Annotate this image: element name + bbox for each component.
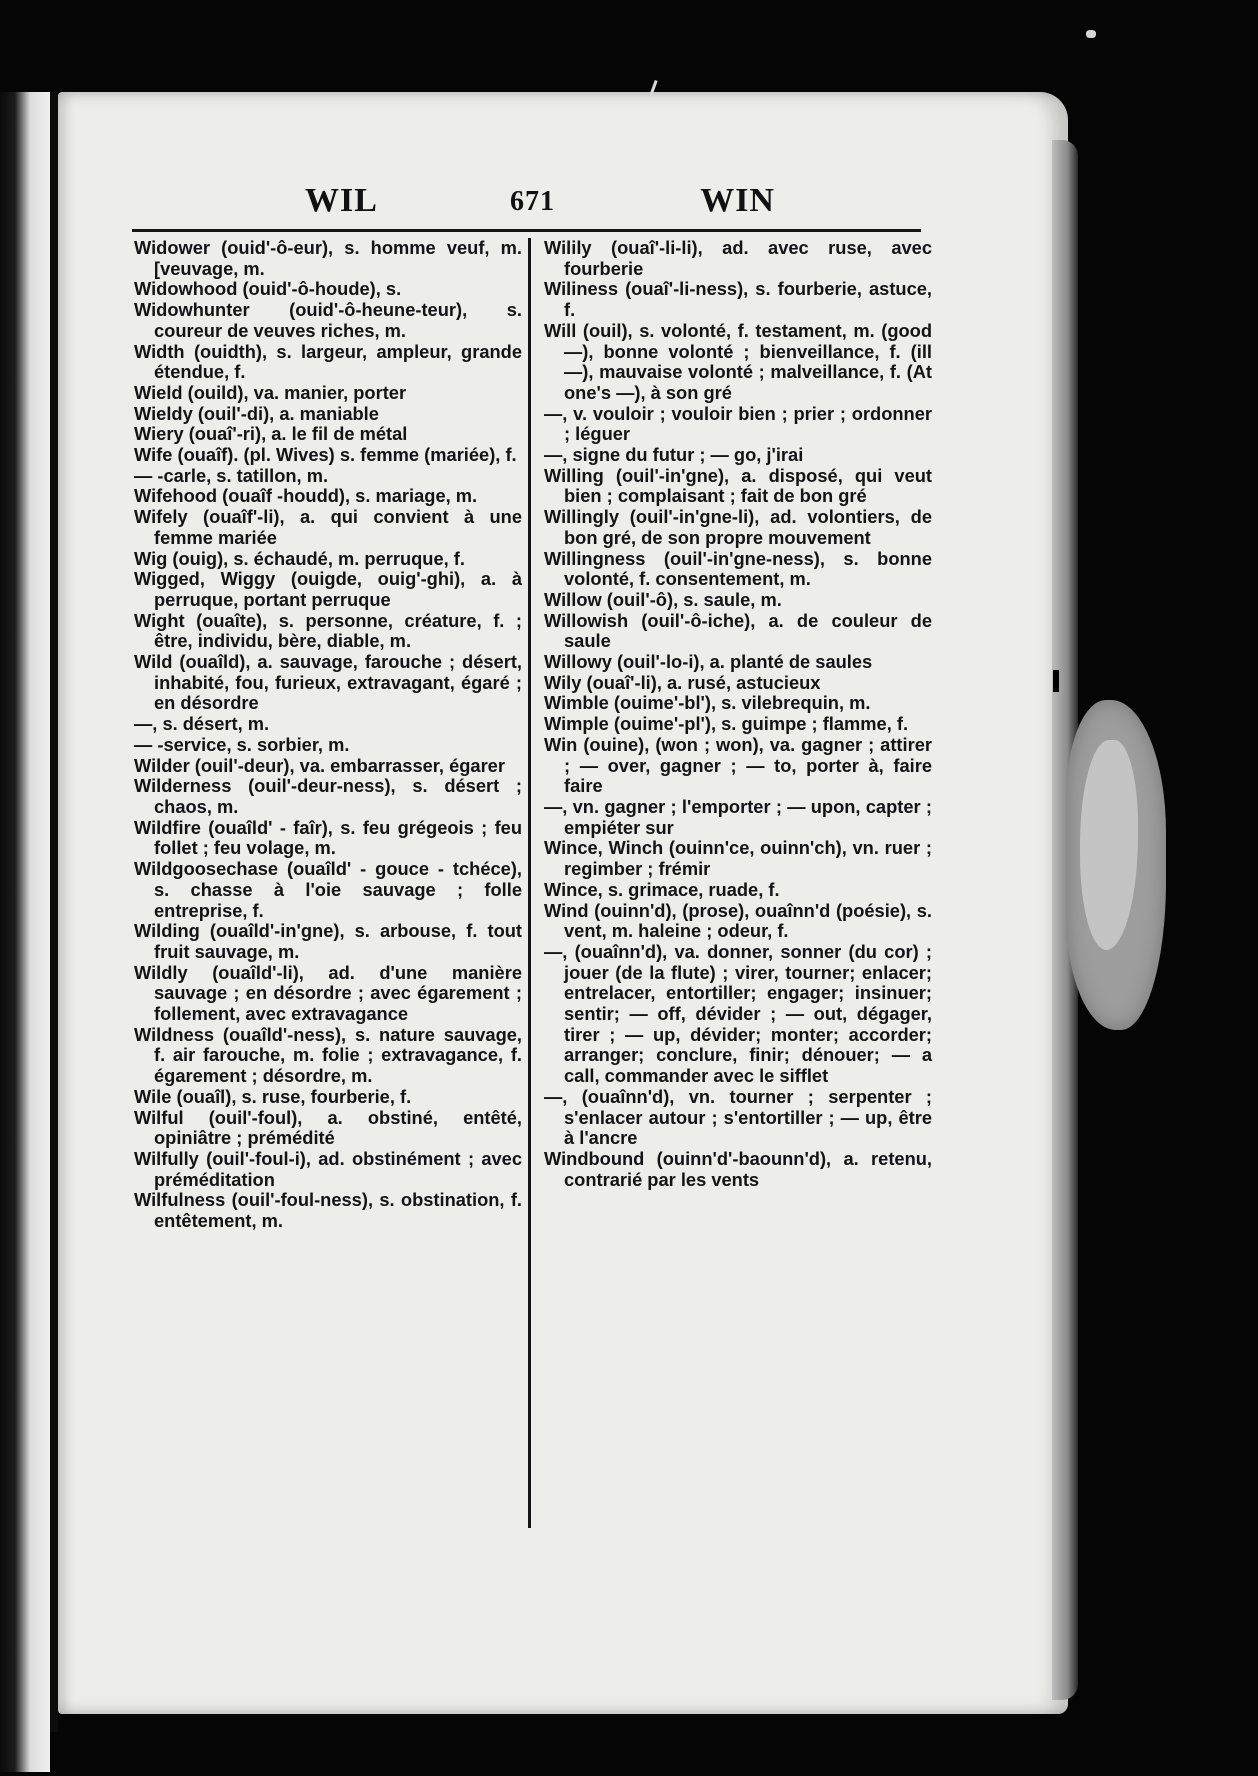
dictionary-entry <box>134 549 522 570</box>
dictionary-entry <box>544 880 932 901</box>
dictionary-entry <box>134 238 522 279</box>
entry-text: Will (ouil), s. volonté, f. testament, m. (good —), bonne volonté ; bienveillance, f. (ill —), mauvaise volonté ; malveillance, f. (At one's —), à son gré <box>544 319 932 403</box>
running-header <box>305 182 775 228</box>
adjacent-page-edge <box>0 92 50 1772</box>
entry-text: Wimble (ouime'-bl'), s. vilebrequin, m. <box>544 692 871 714</box>
entry-text: —, v. vouloir ; vouloir bien ; prier ; ordonner ; léguer <box>544 402 932 445</box>
entry-text: Wilily (ouaî'-li-li), ad. avec ruse, avec fourberie <box>544 237 932 279</box>
book-gutter <box>50 92 58 1732</box>
entry-text: Wimple (ouime'-pl'), s. guimpe ; flamme, f. <box>544 713 909 735</box>
entry-text: Wilder (ouil'-deur), va. embarrasser, égarer <box>134 754 505 776</box>
dictionary-entry <box>134 963 522 1025</box>
left-column <box>134 238 522 1232</box>
entry-text: —, signe du futur ; — go, j'irai <box>544 444 804 466</box>
entry-text: Wight (ouaîte), s. personne, créature, f. ; être, individu, bère, diable, m. <box>134 609 522 652</box>
entry-text: Wiliness (ouaî'-li-ness), s. fourberie, astuce, f. <box>544 278 932 321</box>
dictionary-entry <box>544 693 932 714</box>
entry-text: Wildly (ouaîld'-li), ad. d'une manière sauvage ; en désordre ; avec égarement ; follement, avec extravagance <box>134 961 522 1025</box>
dictionary-entry <box>134 921 522 962</box>
entry-text: Windbound (ouinn'd'-baounn'd), a. retenu, contrarié par les vents <box>544 1147 932 1190</box>
entry-text: Wilderness (ouil'-deur-ness), s. désert ; chaos, m. <box>134 775 522 817</box>
dictionary-entry <box>134 279 522 300</box>
entry-text: Willowish (ouil'-ô-iche), a. de couleur de saule <box>544 609 932 652</box>
dictionary-entry <box>544 652 932 673</box>
dictionary-entry <box>134 383 522 404</box>
dictionary-entry <box>134 507 522 548</box>
dictionary-entry <box>134 652 522 714</box>
entry-text: Widower (ouid'-ô-eur), s. homme veuf, m. [veuvage, m. <box>134 237 522 279</box>
entry-text: Willow (ouil'-ô), s. saule, m. <box>544 588 782 610</box>
dictionary-entry <box>544 611 932 652</box>
dictionary-entry <box>544 321 932 404</box>
entry-text: Wildness (ouaîld'-ness), s. nature sauvage, f. air farouche, m. folie ; extravagance, f. égarement ; désordre, m. <box>134 1023 522 1087</box>
entry-text: —, vn. gagner ; l'emporter ; — upon, capter ; empiéter sur <box>544 795 932 838</box>
dictionary-entry <box>544 735 932 797</box>
entry-text: Willingness (ouil'-in'gne-ness), s. bonne volonté, f. consentement, m. <box>544 547 932 590</box>
page-number: 671 <box>510 186 555 217</box>
dictionary-entry <box>134 859 522 921</box>
dictionary-entry <box>134 714 522 735</box>
entry-text: Width (ouidth), s. largeur, ampleur, grande étendue, f. <box>134 340 522 383</box>
dictionary-entry <box>134 1108 522 1149</box>
entry-text: Wife (ouaîf). (pl. Wives) s. femme (mariée), f. <box>134 444 517 466</box>
dictionary-entry <box>544 714 932 735</box>
dictionary-entry <box>134 1190 522 1231</box>
dictionary-entry <box>134 404 522 425</box>
dictionary-entry <box>544 466 932 507</box>
dictionary-entry <box>134 1149 522 1190</box>
right-guide-word: WIN <box>700 182 775 219</box>
right-column <box>544 238 932 1190</box>
entry-text: Wildfire (ouaîld' - faîr), s. feu grégeois ; feu follet ; feu volage, m. <box>134 816 522 859</box>
dictionary-entry <box>544 404 932 445</box>
dictionary-entry <box>544 1087 932 1149</box>
entry-text: Wigged, Wiggy (ouigde, ouig'-ghi), a. à perruque, portant perruque <box>134 568 522 610</box>
entry-text: Wince, s. grimace, ruade, f. <box>544 878 780 900</box>
entry-text: Wieldy (ouil'-di), a. maniable <box>134 402 379 424</box>
entry-text: Wilfully (ouil'-foul-i), ad. obstinément ; avec préméditation <box>134 1147 522 1190</box>
dictionary-entry <box>544 901 932 942</box>
scan-speck <box>1053 670 1059 692</box>
entry-text: Wince, Winch (ouinn'ce, ouinn'ch), vn. ruer ; regimber ; frémir <box>544 837 932 880</box>
entry-text: Wild (ouaîld), a. sauvage, farouche ; désert, inhabité, fou, furieux, extravagant, égaré ; en désordre <box>134 651 522 714</box>
dictionary-entry <box>134 466 522 487</box>
entry-text: Wilful (ouil'-foul), a. obstiné, entêté, opiniâtre ; prémédité <box>134 1106 522 1149</box>
dictionary-entry <box>544 942 932 1087</box>
scan-speck <box>1086 30 1096 38</box>
entry-text: Widowhunter (ouid'-ô-heune-teur), s. coureur de veuves riches, m. <box>134 299 522 341</box>
dictionary-entry <box>544 445 932 466</box>
entry-text: Wifehood (ouaîf -houdd), s. mariage, m. <box>134 485 478 507</box>
dictionary-entry <box>544 838 932 879</box>
entry-text: Wily (ouaî'-li), a. rusé, astucieux <box>544 671 821 693</box>
dictionary-entry <box>134 486 522 507</box>
entry-text: Widowhood (ouid'-ô-houde), s. <box>134 278 402 300</box>
dictionary-entry <box>134 1087 522 1108</box>
dictionary-entry <box>544 507 932 548</box>
dictionary-entry <box>134 424 522 445</box>
dictionary-entry <box>544 279 932 320</box>
dictionary-entry <box>134 756 522 777</box>
dictionary-entry <box>544 1149 932 1190</box>
dictionary-entry <box>134 342 522 383</box>
entry-text: Wilding (ouaîld'-in'gne), s. arbouse, f. tout fruit sauvage, m. <box>134 920 522 962</box>
entry-text: Wig (ouig), s. échaudé, m. perruque, f. <box>134 547 465 569</box>
entry-text: Wildgoosechase (ouaîld' - gouce - tchéce), s. chasse à l'oie sauvage ; folle entreprise, f. <box>134 858 522 921</box>
entry-text: Wifely (ouaîf'-li), a. qui convient à une femme mariée <box>134 506 522 548</box>
entry-text: Wilfulness (ouil'-foul-ness), s. obstination, f. entêtement, m. <box>134 1189 522 1232</box>
dictionary-entry <box>134 735 522 756</box>
dictionary-entry <box>544 673 932 694</box>
dictionary-entry <box>134 611 522 652</box>
entry-text: Wiery (ouaî'-ri), a. le fil de métal <box>134 423 408 445</box>
dictionary-entry <box>134 445 522 466</box>
dictionary-entry <box>134 776 522 817</box>
entry-text: Willingly (ouil'-in'gne-li), ad. volontiers, de bon gré, de son propre mouvement <box>544 506 932 548</box>
dictionary-entry <box>134 1025 522 1087</box>
entry-text: Willing (ouil'-in'gne), a. disposé, qui veut bien ; complaisant ; fait de bon gré <box>544 464 932 507</box>
dictionary-entry <box>134 300 522 341</box>
entry-text: —, s. désert, m. <box>134 713 270 735</box>
left-guide-word: WIL <box>305 182 378 219</box>
dictionary-entry <box>134 818 522 859</box>
dictionary-entry <box>134 569 522 610</box>
entry-text: — -carle, s. tatillon, m. <box>134 464 329 486</box>
column-divider <box>528 238 531 1528</box>
dictionary-entry <box>544 590 932 611</box>
entry-text: —, (ouaînn'd), vn. tourner ; serpenter ; s'enlacer autour ; s'entortiller ; — up, être à l'ancre <box>544 1085 932 1149</box>
entry-text: Wield (ouild), va. manier, porter <box>134 381 407 403</box>
dictionary-entry <box>544 797 932 838</box>
entry-text: Wile (ouaîl), s. ruse, fourberie, f. <box>134 1085 412 1107</box>
header-rule <box>132 229 921 232</box>
entry-text: Willowy (ouil'-lo-i), a. planté de saules <box>544 651 873 673</box>
dictionary-entry <box>544 238 932 279</box>
entry-text: — -service, s. sorbier, m. <box>134 733 350 755</box>
dictionary-entry <box>544 549 932 590</box>
entry-text: Wind (ouinn'd), (prose), ouaînn'd (poésie), s. vent, m. haleine ; odeur, f. <box>544 899 932 942</box>
entry-text: —, (ouaînn'd), va. donner, sonner (du cor) ; jouer (de la flute) ; virer, tourner; enlacer; entrelacer, entortiller; engager; insinuer; sentir; — off, dévider ; — out, dégager, tirer ; — up, dévider; monter; accorder; arranger; conclure, finir; dénouer; — a call, commander avec le sifflet <box>544 940 932 1087</box>
entry-text: Win (ouine), (won ; won), va. gagner ; attirer ; — over, gagner ; — to, porter à, faire faire <box>544 733 932 797</box>
